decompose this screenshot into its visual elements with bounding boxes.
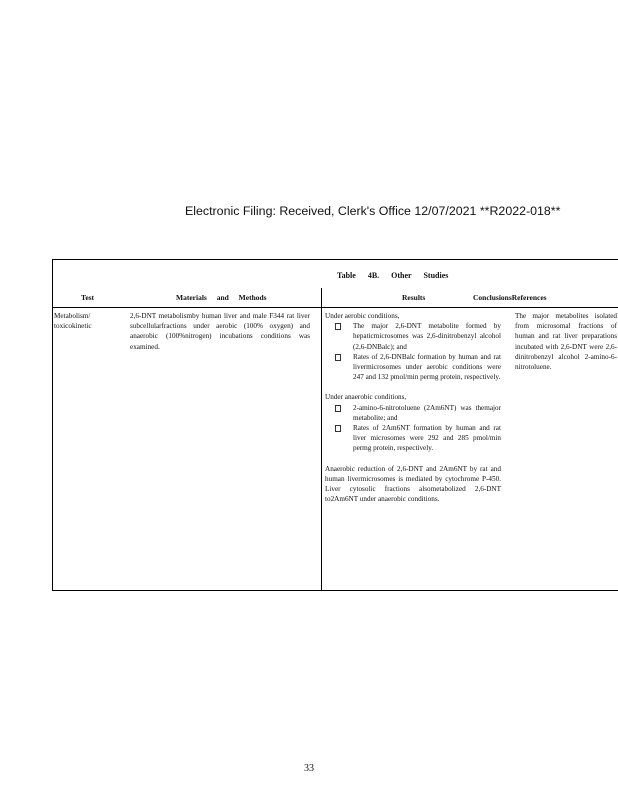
header-rule	[52, 307, 618, 308]
table-caption: Table 4B. Other Studies	[337, 271, 449, 280]
aerobic-bullet-1: The major 2,6-DNT metabolite formed by hepaticmicrosomes was 2,6-dinitrobenzyl alcohol (2,6-DNBalc); and	[353, 322, 501, 351]
results-closing: Anaerobic reduction of 2,6-DNT and 2Am6NT by rat and human livermicrosomes is mediated by cytochrome P-450. Liver cytosolic fractions alsometabolized 2,6-DNT to2Am6NT under anaerobic conditions.	[325, 464, 501, 504]
list-item	[325, 352, 501, 383]
column-header-materials: Materials and Methods	[176, 293, 267, 302]
column-header-test: Test	[81, 293, 95, 302]
filing-stamp: Electronic Filing: Received, Clerk's Office 12/07/2021 **R2022-018**	[185, 204, 561, 218]
bullet-icon	[335, 323, 341, 330]
anaerobic-bullet-1: 2-amino-6-nitrotoluene (2Am6NT) was themajor metabolite; and	[353, 403, 501, 422]
anaerobic-intro: Under anaerobic conditions,	[325, 393, 407, 402]
cell-materials: 2,6-DNT metabolismby human liver and male F344 rat liver subcellularfractions under aerobic (100% oxygen) and anaerobic (100%nitrogen) incubations conditions was examined.	[130, 312, 310, 351]
list-item	[325, 423, 501, 454]
bullet-icon	[335, 425, 341, 432]
column-header-conclusions-references: ConclusionsReferences	[473, 293, 547, 302]
column-divider	[321, 288, 322, 591]
aerobic-bullet-2: Rates of 2,6-DNBalc formation by human and rat livermicrosomes under aerobic conditions were 247 and 132 pmol/min permg protein, respectively.	[353, 352, 501, 382]
cell-test: Metabolism/ toxicokinetic	[54, 312, 92, 331]
cell-conclusions: The major metabolites isolated from microsomal fractions of human and rat liver preparations incubated with 2,6-DNT were 2,6-dinitrobenzyl alcohol 2-amino-6-nitrotoluene.	[515, 312, 617, 372]
list-item	[325, 403, 501, 423]
anaerobic-bullet-2: Rates of 2Am6NT formation by human and rat liver microsomes were 292 and 285 pmol/min permg protein, respectively.	[353, 424, 501, 453]
bullet-icon	[335, 405, 341, 412]
cell-results	[325, 311, 501, 504]
list-item	[325, 321, 501, 352]
bullet-icon	[335, 354, 341, 361]
aerobic-intro: Under aerobic conditions,	[325, 312, 400, 320]
column-header-results: Results	[402, 293, 426, 302]
page-number: 33	[304, 763, 314, 774]
